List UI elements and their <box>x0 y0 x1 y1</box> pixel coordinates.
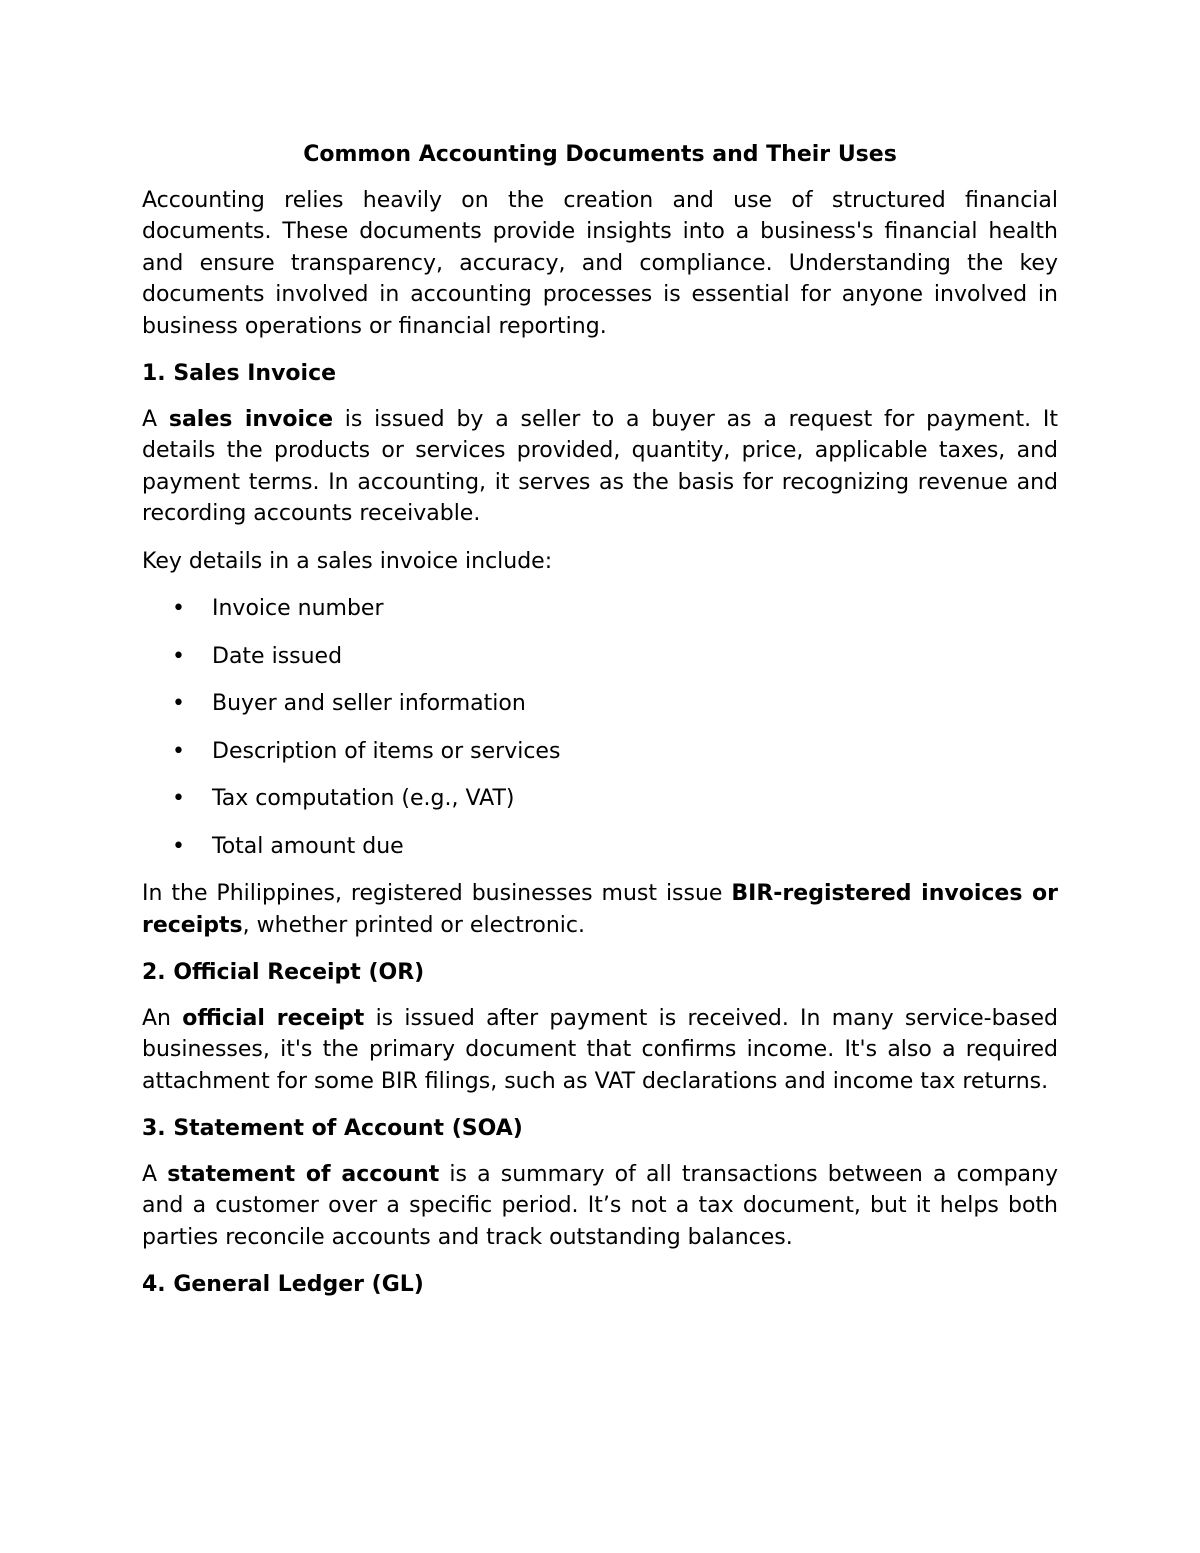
list-item <box>142 736 1058 768</box>
text: An <box>142 1005 183 1031</box>
text: is a summary of all transactions between a company and a customer over a specific period. It’s not a tax document, but it helps both parties reconcile accounts and track outstanding balances. <box>142 1161 1059 1250</box>
list-item-text: Invoice number <box>212 596 384 621</box>
bir-paragraph <box>142 878 1058 941</box>
section-heading-official-receipt: 2. Official Receipt (OR) <box>142 960 425 985</box>
bullet-icon: • <box>172 643 185 669</box>
list-intro: Key details in a sales invoice include: <box>142 548 553 574</box>
bold-term: official receipt <box>182 1005 365 1031</box>
document-title: Common Accounting Documents and Their Uses <box>303 142 897 167</box>
sales-invoice-paragraph <box>142 404 1058 530</box>
bullet-icon: • <box>172 786 185 811</box>
intro-paragraph: Accounting relies heavily on the creation and use of structured financial documents. These documents provide insights into a business's financial health and ensure transparency, accuracy, and compliance. Understanding the key documents involved in accounting processes is essential for anyone involved in business operations or financial reporting. <box>142 187 1058 339</box>
document-page <box>142 139 1058 1315</box>
text: A <box>142 406 169 432</box>
list-item-text: Tax computation (e.g., VAT) <box>212 786 515 811</box>
list-item <box>142 783 1058 815</box>
bold-term: sales invoice <box>168 406 333 432</box>
bullet-icon: • <box>172 691 185 716</box>
list-item-text: Total amount due <box>212 833 404 859</box>
text: is issued by a seller to a buyer as a request for payment. It details the products or services provided, quantity, price, applicable taxes, and payment terms. In accounting, it serves as the basis for recognizing revenue and recording accounts receivable. <box>142 406 1058 526</box>
text: In the Philippines, registered businesses must issue <box>142 881 732 906</box>
list-item-text: Date issued <box>212 643 343 669</box>
list-item-text: Buyer and seller information <box>212 691 526 716</box>
bullet-icon: • <box>172 596 185 621</box>
section-heading-statement-of-account: 3. Statement of Account (SOA) <box>142 1116 523 1141</box>
bold-term: statement of account <box>167 1161 440 1187</box>
text: , whether printed or electronic. <box>242 912 585 938</box>
bold-term: BIR-registered invoices or receipts <box>142 881 1058 938</box>
official-receipt-paragraph <box>142 1003 1058 1098</box>
list-item <box>142 688 1058 720</box>
text: is issued after payment is received. In many service-based businesses, it's the primary document that confirms income. It's also a required attachment for some BIR filings, such as VAT declarations and income tax returns. <box>142 1005 1058 1094</box>
list-item <box>142 641 1058 673</box>
section-heading-general-ledger: 4. General Ledger (GL) <box>142 1272 424 1297</box>
list-item <box>142 831 1058 863</box>
key-details-list <box>142 593 1058 862</box>
bullet-icon: • <box>172 738 185 764</box>
statement-of-account-paragraph <box>142 1159 1058 1254</box>
section-heading-sales-invoice: 1. Sales Invoice <box>142 361 337 386</box>
text: A <box>142 1161 168 1187</box>
bullet-icon: • <box>172 833 185 859</box>
list-item <box>142 593 1058 625</box>
list-item-text: Description of items or services <box>212 738 561 764</box>
